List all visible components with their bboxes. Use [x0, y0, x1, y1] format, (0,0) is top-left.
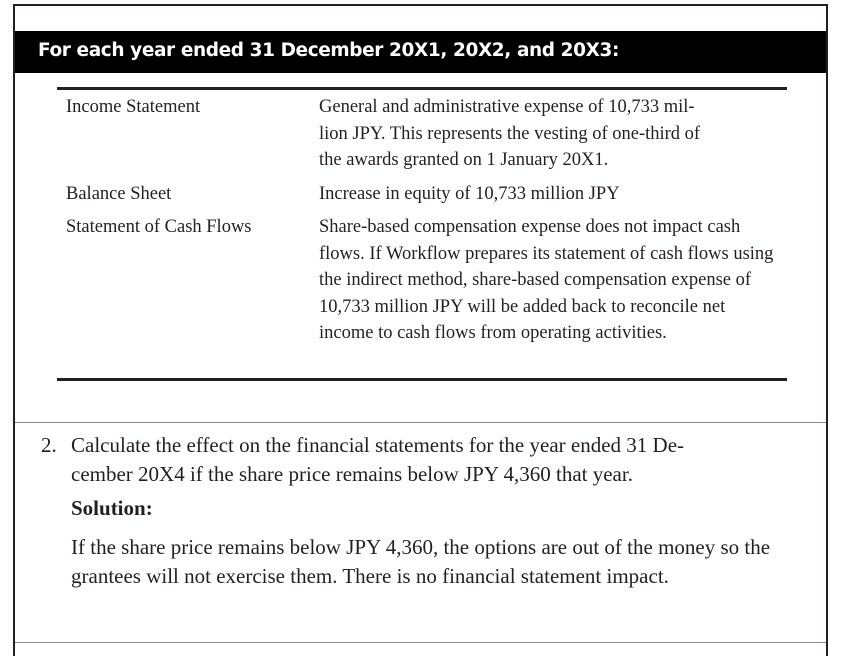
row-value-income-statement: General and administrative expense of 10,733 mil- lion JPY. This represents the vesting of one-third of the awards granted on 1 January 20X1.: [319, 97, 701, 170]
question-text: Calculate the effect on the financial statements for the year ended 31 De- cember 20X4 if the share price remains below JPY 4,360 that year.: [71, 433, 685, 486]
row-label-balance-sheet: Balance Sheet: [66, 183, 172, 204]
solution-text: If the share price remains below JPY 4,360, the options are out of the money so the grantees will not exercise them. There is no financial statement impact.: [71, 535, 771, 588]
section-header-band: [15, 31, 826, 73]
question-number: 2.: [41, 433, 57, 457]
question-2: [41, 431, 801, 488]
row-value-cash-flows: Share-based compensation expense does not impact cash flows. If Workflow prepares its statement of cash flows using the indirect method, share-based compensation expense of 10,733 million JPY will be added back to reconcile net income to cash flows from operating activities.: [319, 217, 774, 343]
row-label-income-statement: Income Statement: [66, 97, 201, 117]
bottom-divider: [15, 642, 826, 643]
table-row: [66, 94, 786, 174]
table-row: [66, 181, 786, 208]
effects-table: [66, 94, 786, 347]
row-value-balance-sheet: Increase in equity of 10,733 million JPY: [319, 183, 620, 204]
table-bottom-rule: [57, 378, 787, 381]
solution-heading: Solution:: [71, 496, 153, 520]
table-top-rule: [57, 87, 787, 90]
section-header-title: For each year ended 31 December 20X1, 20X2, and 20X3:: [38, 40, 619, 61]
table-row: [66, 214, 786, 347]
section-divider: [15, 422, 826, 423]
row-label-cash-flows: Statement of Cash Flows: [66, 217, 252, 237]
